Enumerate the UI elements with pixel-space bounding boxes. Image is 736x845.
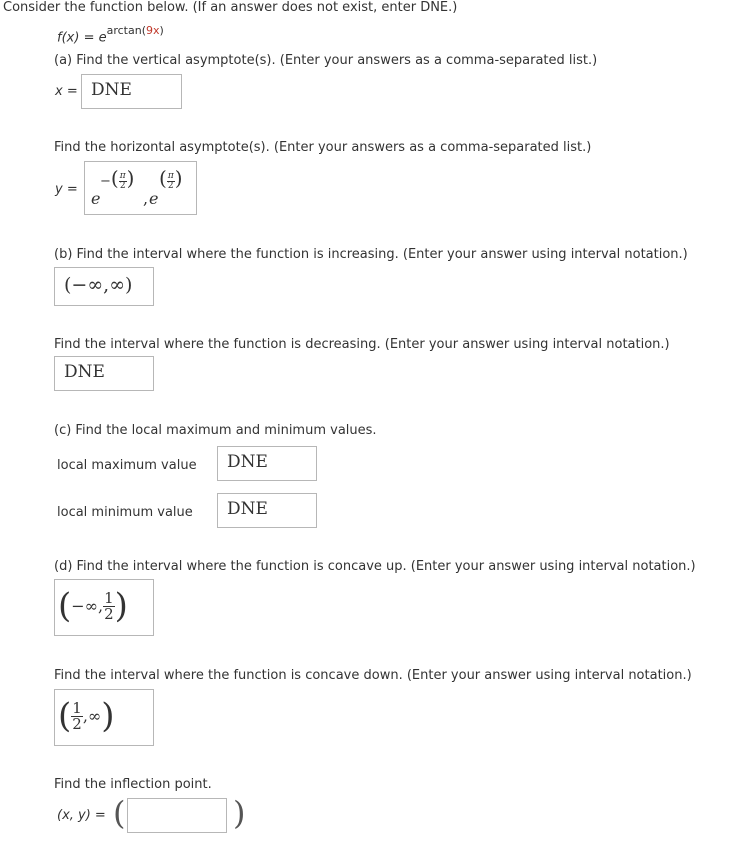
h-asym-exp-2 [159,166,183,191]
vertical-asymptote-value: DNE [91,80,132,100]
function-definition [57,26,164,45]
h-asym-neg: − [100,174,111,189]
local-max-input[interactable] [217,446,317,481]
inflection-close-paren: ) [233,794,246,832]
function-base: e [98,30,107,46]
local-min-input[interactable] [217,493,317,528]
concave-down-den: 2 [72,714,82,733]
horizontal-asymptote-label: y = [55,182,78,197]
h-asym-close-paren-1: ) [126,166,135,190]
concave-up-expression [58,586,128,626]
decreasing-value: DNE [64,362,105,382]
local-min-value: DNE [227,499,268,519]
concave-up-den: 2 [104,604,114,623]
concave-down-expression [58,696,115,736]
intro-text: Consider the function below. (If an answer does not exist, enter DNE.) [3,0,458,15]
decreasing-prompt: Find the interval where the function is decreasing. (Enter your answer using interval notation.) [54,337,670,352]
h-asym-close-paren-2: ) [174,166,183,190]
local-min-label: local minimum value [57,505,193,520]
h-asym-exp-1 [100,166,134,191]
concave-up-close-paren: ) [114,586,128,626]
inflection-open-paren: ( [113,794,126,832]
h-asym-two-2: 2 [167,181,174,191]
h-asym-base-1: e [91,189,101,208]
concave-down-num: 1 [72,698,82,717]
concave-up-open-paren: ( [58,586,72,626]
h-asym-comma: , [143,189,149,208]
h-asym-open-paren-2: ( [159,166,167,190]
horizontal-asymptote-input[interactable] [84,161,197,215]
function-exp-coef: 9x [146,24,160,37]
concave-up-prompt: (d) Find the interval where the function is concave up. (Enter your answer using interval notation.) [54,559,696,574]
decreasing-input[interactable] [54,356,154,391]
concave-down-right: ,∞ [82,706,102,726]
vertical-asymptote-label: x = [55,84,78,99]
inflection-label-text: (x, y) = [57,808,106,823]
concave-up-left: −∞, [71,596,104,616]
part-a-prompt: (a) Find the vertical asymptote(s). (Enter your answers as a comma-separated list.) [54,53,598,68]
increasing-prompt: (b) Find the interval where the function is increasing. (Enter your answer using interval notation.) [54,247,688,262]
h-asym-open-paren-1: ( [110,166,119,190]
concave-down-input[interactable] [54,689,154,746]
concave-down-open-paren: ( [58,696,72,736]
part-c-prompt: (c) Find the local maximum and minimum values. [54,423,377,438]
function-exp-suffix: ) [159,24,164,37]
local-max-value: DNE [227,452,268,472]
concave-up-num: 1 [104,588,114,607]
inflection-point-input[interactable] [127,798,227,833]
h-asym-two-1: 2 [119,181,126,191]
vertical-asymptote-input[interactable] [81,74,182,109]
function-exp-prefix: arctan( [106,24,146,37]
inflection-prompt: Find the inflection point. [54,777,212,792]
concave-down-prompt: Find the interval where the function is concave down. (Enter your answer using interval notation.) [54,668,692,683]
increasing-input[interactable] [54,267,154,306]
concave-down-close-paren: ) [101,696,115,736]
horizontal-asymptote-prompt: Find the horizontal asymptote(s). (Enter your answers as a comma-separated list.) [54,140,592,155]
increasing-value: (−∞,∞) [64,274,133,296]
function-lhs: f(x) [57,30,80,46]
h-asym-base-2: e [149,189,159,208]
function-eq: = [83,30,95,46]
inflection-label [57,808,106,823]
h-asym-pi-2: π [167,171,174,181]
concave-up-input[interactable] [54,579,154,636]
h-asym-pi-1: π [119,171,126,181]
local-max-label: local maximum value [57,458,197,473]
